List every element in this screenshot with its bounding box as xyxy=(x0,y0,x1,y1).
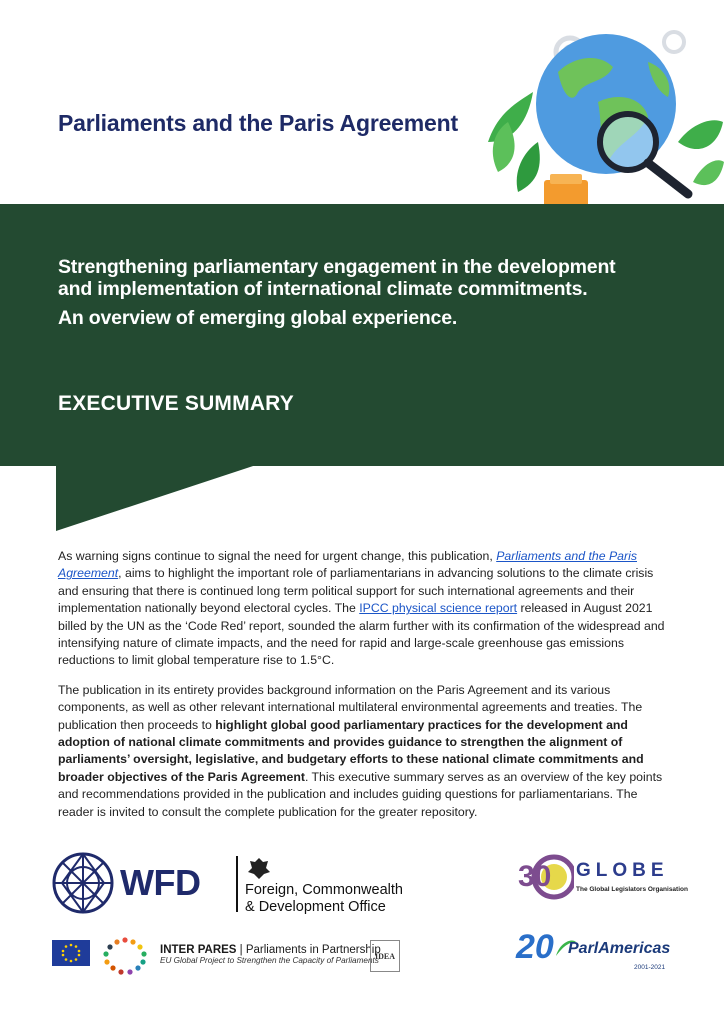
inter-pares-emblem-icon xyxy=(96,936,154,976)
banner-subtitle-line: and implementation of international climate commitments. xyxy=(58,278,588,300)
inter-pares-subtitle: EU Global Project to Strengthen the Capacity of Parliaments xyxy=(160,956,379,965)
globe-wordmark: GLOBE xyxy=(576,860,669,881)
idea-logo xyxy=(370,940,400,972)
globe-magnifier-illustration xyxy=(478,22,724,208)
text-run: , aims to highlight the important role of parliamentarians in advancing solutions to the climate crisis and ensuring that there is continued long term political support for such international agreements and their implementation nationally beyond electoral cycles. The xyxy=(58,566,654,616)
globe-anniversary-number: 30 xyxy=(518,860,552,893)
globe-logo xyxy=(516,852,686,902)
parlamericas-anniversary-number: 20 xyxy=(516,928,554,966)
fcdo-line: & Development Office xyxy=(245,899,386,915)
parlamericas-wordmark: ParlAmericas xyxy=(568,940,671,957)
paragraph xyxy=(58,682,670,821)
gear-icon xyxy=(664,32,684,52)
section-heading: EXECUTIVE SUMMARY xyxy=(58,392,294,415)
crest-icon xyxy=(246,856,272,880)
wfd-wordmark: WFD xyxy=(120,862,201,903)
emphasis-text: highlight global good parliamentary practices for the development and adoption of national climate commitments and provides guidance to strengthen the alignment of parliaments’ oversight, legislative, and budgetary efforts to these national climate commitments and broader objectives of the Paris Agreement xyxy=(58,717,644,784)
text-run: released in August 2021 billed by the UN as the ‘Code Red’ report, sounded the alarm further with its confirmation of the widespread and intensifying nature of climate impacts, and the need for rapid and large-scale greenhouse gas emissions reductions to limit global temperature rise to 1.5°C. xyxy=(58,601,665,668)
inter-pares-name: INTER PARES xyxy=(160,944,237,956)
text-run: As warning signs continue to signal the need for urgent change, this publication, xyxy=(58,549,497,563)
eu-flag-icon xyxy=(52,940,90,966)
ipcc-report-link[interactable]: IPCC physical science report xyxy=(359,601,518,616)
inter-pares-logo xyxy=(160,944,381,965)
banner-subtitle xyxy=(58,256,698,300)
parlamericas-logo xyxy=(516,928,686,978)
parlamericas-years: 2001-2021 xyxy=(634,964,666,971)
banner-subtitle-line: Strengthening parliamentary engagement in the development xyxy=(58,256,616,278)
publication-link[interactable]: Parliaments and the Paris Agreement xyxy=(58,549,637,581)
title-banner xyxy=(0,204,724,466)
page-title: Parliaments and the Paris Agreement xyxy=(58,110,458,136)
fcdo-name xyxy=(245,882,403,916)
fcdo-line: Foreign, Commonwealth xyxy=(245,882,403,898)
globe-tagline: The Global Legislators Organisation xyxy=(576,886,688,893)
wfd-logo xyxy=(52,852,200,914)
banner-pointer xyxy=(56,465,256,535)
paragraph xyxy=(58,548,670,670)
text-run: . This executive summary serves as an overview of the key points and recommendations provided in the publication and includes guiding questions for parliamentarians. The reader is invited to consult the complete publication for the greater repository. xyxy=(58,769,663,819)
fcdo-divider xyxy=(236,856,238,912)
wfd-globe-icon xyxy=(52,852,114,914)
inter-pares-title xyxy=(160,944,381,956)
idea-mark: IDEA xyxy=(374,951,395,961)
banner-subtitle-line: An overview of emerging global experience. xyxy=(58,307,458,329)
executive-summary-body xyxy=(58,548,670,833)
text-run: The publication in its entirety provides background information on the Paris Agreement and its various components, as well as other relevant international multilateral environmental agreements and treaties. The publication then proceeds to xyxy=(58,682,643,732)
inter-pares-tagline: | Parliaments in Partnership xyxy=(236,944,381,956)
